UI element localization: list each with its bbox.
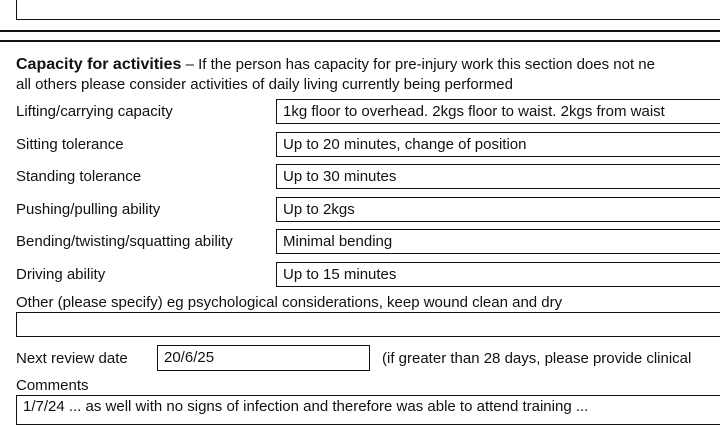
pushing-pulling-value: Up to 2kgs bbox=[283, 201, 355, 218]
other-label: Other (please specify) eg psychological considerations, keep wound clean and dry bbox=[16, 294, 563, 311]
bending-twisting-value: Minimal bending bbox=[283, 233, 393, 250]
section-heading bbox=[16, 56, 655, 74]
lifting-capacity-field[interactable] bbox=[276, 99, 720, 124]
bending-twisting-field[interactable] bbox=[276, 229, 720, 254]
standing-tolerance-value: Up to 30 minutes bbox=[283, 168, 397, 185]
comments-field[interactable] bbox=[16, 395, 720, 425]
section-intro-line1: – If the person has capacity for pre-injury work this section does not ne bbox=[181, 56, 655, 73]
row-label-driving: Driving ability bbox=[16, 266, 106, 283]
row-label-standing: Standing tolerance bbox=[16, 168, 142, 185]
section-title: Capacity for activities bbox=[16, 56, 182, 73]
other-field[interactable] bbox=[16, 312, 720, 337]
review-date-value: 20/6/25 bbox=[164, 349, 215, 366]
sitting-tolerance-value: Up to 20 minutes, change of position bbox=[283, 136, 527, 153]
previous-section-box bbox=[16, 0, 720, 20]
comments-value: 1/7/24 ... as well with no signs of infection and therefore was able to attend training ... bbox=[23, 398, 589, 415]
pushing-pulling-field[interactable] bbox=[276, 197, 720, 222]
row-label-pushing: Pushing/pulling ability bbox=[16, 201, 161, 218]
standing-tolerance-field[interactable] bbox=[276, 164, 720, 189]
review-date-field[interactable] bbox=[157, 345, 370, 371]
section-intro-line2: all others please consider activities of daily living currently being performed bbox=[16, 76, 513, 93]
row-label-sitting: Sitting tolerance bbox=[16, 136, 124, 153]
section-divider-bottom bbox=[0, 40, 720, 42]
review-date-note: (if greater than 28 days, please provide clinical bbox=[382, 350, 692, 367]
row-label-lifting: Lifting/carrying capacity bbox=[16, 103, 173, 120]
section-divider-top bbox=[0, 30, 720, 32]
row-label-bending: Bending/twisting/squatting ability bbox=[16, 233, 233, 250]
lifting-capacity-value: 1kg floor to overhead. 2kgs floor to waist. 2kgs from waist bbox=[283, 103, 665, 120]
comments-label: Comments bbox=[16, 377, 89, 394]
driving-ability-field[interactable] bbox=[276, 262, 720, 287]
driving-ability-value: Up to 15 minutes bbox=[283, 266, 397, 283]
sitting-tolerance-field[interactable] bbox=[276, 132, 720, 157]
review-date-label: Next review date bbox=[16, 350, 128, 367]
